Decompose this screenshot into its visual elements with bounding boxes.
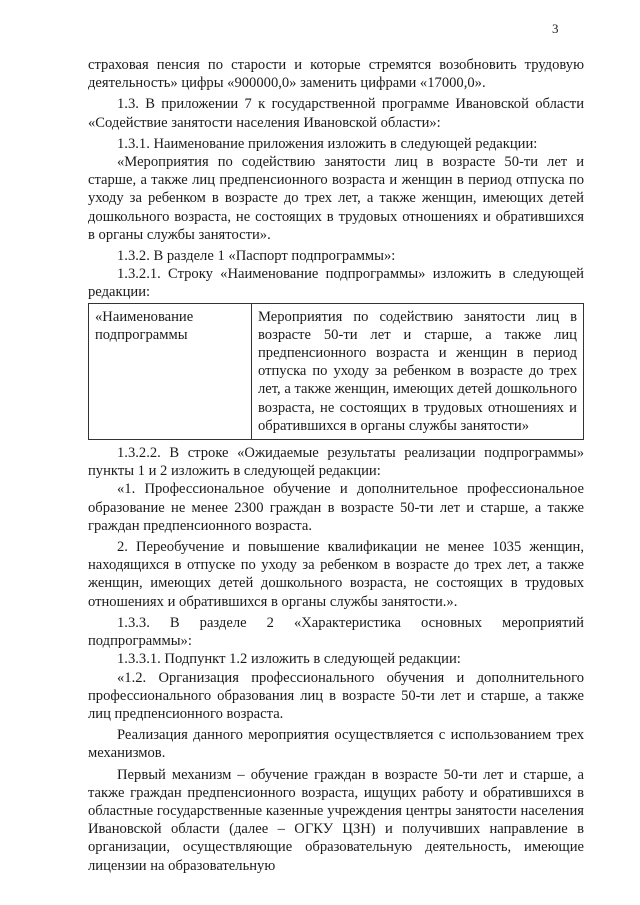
paragraph: 1.3.2. В разделе 1 «Паспорт подпрограммы»: — [117, 248, 396, 265]
paragraph: Первый механизм – обучение граждан в возрасте 50-ти лет и старше, а также граждан предпенсионного возраста, ищущих работу и обратившихся в областные государственные казенные учреждения центры занятости населения Ивановской области (далее – ОГКУ ЦЗН) и получивших направление в организации, осуществляющие образовательную деятельность, имеющие лицензии на образовательную — [88, 766, 584, 874]
paragraph: 1.3.1. Наименование приложения изложить в следующей редакции: — [117, 135, 538, 152]
page-number: 3 — [552, 21, 559, 36]
paragraph: 2. Переобучение и повышение квалификации не менее 1035 женщин, находящихся в отпуске по уходу за ребенком в возрасте до трех лет, а также женщин, имеющих детей дошкольного возраста, не состоящих в трудовых отношениях и обратившихся в органы службы занятости.». — [88, 539, 584, 610]
document-body — [88, 56, 584, 875]
paragraph: «Мероприятия по содействию занятости лиц в возрасте 50-ти лет и старше, а также лиц предпенсионного возраста и женщин в период отпуска по уходу за ребенком в возрасте до трех лет, а также женщин, имеющих детей дошкольного возраста, не состоящих в трудовых отношениях и обратившихся в органы службы занятости». — [88, 154, 584, 243]
paragraph: Реализация данного мероприятия осуществляется с использованием трех механизмов. — [88, 727, 584, 762]
table-row — [89, 303, 584, 439]
paragraph: «1.2. Организация профессионального обучения и дополнительного профессионального образования лиц в возрасте 50-ти лет и старше, а также лиц предпенсионного возраста. — [88, 669, 584, 722]
paragraph: 1.3.2.2. В строке «Ожидаемые результаты реализации подпрограммы» пункты 1 и 2 изложить в следующей редакции: — [88, 445, 584, 480]
passport-table — [88, 303, 584, 440]
table-cell-name: «Наименование подпрограммы — [89, 303, 252, 439]
paragraph: 1.3.3. В разделе 2 «Характеристика основных мероприятий подпрограммы»: — [88, 614, 584, 650]
paragraph: «1. Профессиональное обучение и дополнительное профессиональное образование не менее 2300 граждан в возрасте 50-ти лет и старше, а также граждан предпенсионного возраста. — [88, 481, 584, 534]
table-cell-value: Мероприятия по содействию занятости лиц в возрасте 50-ти лет и старше, а также лиц предпенсионного возраста и женщин в период отпуска по уходу за ребенком в возрасте до трех лет, а также женщин, имеющих детей дошкольного возраста, не состоящих в трудовых отношениях и обратившихся в органы службы занятости» — [252, 303, 584, 439]
paragraph: 1.3.3.1. Подпункт 1.2 изложить в следующей редакции: — [117, 651, 461, 668]
paragraph: 1.3.2.1. Строку «Наименование подпрограммы» изложить в следующей редакции: — [88, 266, 584, 301]
paragraph: 1.3. В приложении 7 к государственной программе Ивановской области «Содействие занятости населения Ивановской области»: — [88, 96, 584, 131]
paragraph: страховая пенсия по старости и которые стремятся возобновить трудовую деятельность» цифры «900000,0» заменить цифрами «17000,0». — [88, 57, 584, 92]
